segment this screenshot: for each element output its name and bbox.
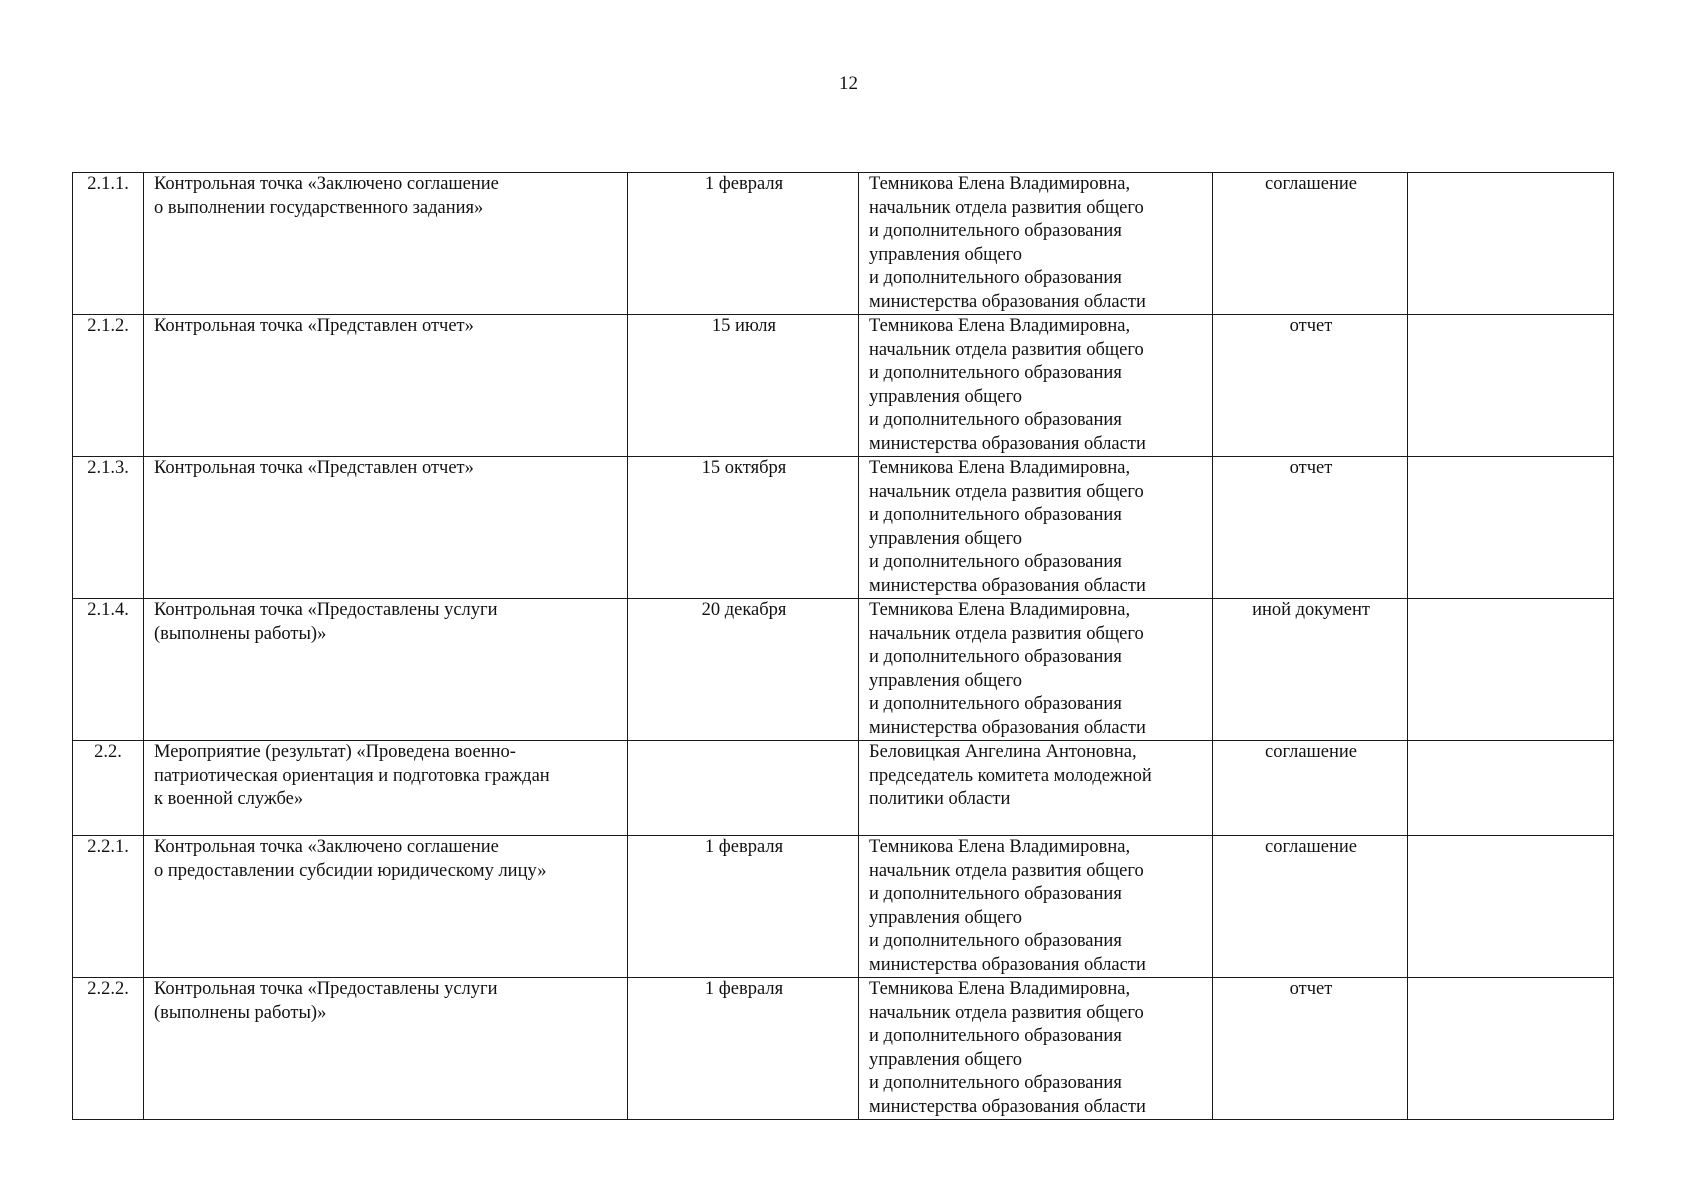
responsible-line: управления общего bbox=[869, 1049, 1022, 1070]
responsible-line: начальник отдела развития общего bbox=[869, 197, 1144, 218]
row-number-cell: 2.2. bbox=[73, 741, 144, 836]
table-row bbox=[73, 457, 1614, 599]
responsible-line: управления общего bbox=[869, 670, 1022, 691]
deadline-cell: 15 октября bbox=[628, 457, 859, 599]
deadline-cell: 1 февраля bbox=[628, 173, 859, 315]
responsible-line: министерства образования области bbox=[869, 433, 1146, 454]
plan-table-body bbox=[73, 173, 1614, 1120]
empty-cell bbox=[1408, 978, 1614, 1120]
row-number-cell: 2.2.1. bbox=[73, 836, 144, 978]
responsible-line: Темникова Елена Владимировна, bbox=[869, 458, 1131, 478]
event-name-line: Контрольная точка «Представлен отчет» bbox=[154, 458, 474, 478]
event-name-line: Контрольная точка «Предоставлены услуги bbox=[154, 600, 498, 620]
responsible-line: управления общего bbox=[869, 386, 1022, 407]
responsible-line: и дополнительного образования bbox=[869, 931, 1122, 951]
responsible-line: председатель комитета молодежной bbox=[869, 765, 1152, 786]
responsible-line: Темникова Елена Владимировна, bbox=[869, 837, 1131, 857]
event-name-line: о выполнении государственного задания» bbox=[154, 197, 484, 218]
empty-cell bbox=[1408, 173, 1614, 315]
row-number-cell: 2.1.1. bbox=[73, 173, 144, 315]
deadline-cell bbox=[628, 741, 859, 836]
responsible-cell bbox=[859, 315, 1213, 457]
responsible-line: министерства образования области bbox=[869, 717, 1146, 738]
responsible-cell bbox=[859, 978, 1213, 1120]
responsible-line: Темникова Елена Владимировна, bbox=[869, 979, 1131, 999]
empty-cell bbox=[1408, 836, 1614, 978]
responsible-line: и дополнительного образования bbox=[869, 552, 1122, 572]
responsible-cell bbox=[859, 457, 1213, 599]
deadline-cell: 15 июля bbox=[628, 315, 859, 457]
event-name-line: (выполнены работы)» bbox=[154, 1002, 327, 1023]
responsible-line: начальник отдела развития общего bbox=[869, 623, 1144, 644]
responsible-line: и дополнительного образования bbox=[869, 1073, 1122, 1093]
responsible-line: управления общего bbox=[869, 244, 1022, 265]
event-name-line: Контрольная точка «Представлен отчет» bbox=[154, 316, 474, 336]
responsible-line: политики области bbox=[869, 789, 1011, 809]
event-name-cell bbox=[144, 173, 628, 315]
responsible-line: Беловицкая Ангелина Антоновна, bbox=[869, 742, 1137, 762]
event-name-line: Мероприятие (результат) «Проведена военно- bbox=[154, 742, 516, 762]
empty-cell bbox=[1408, 741, 1614, 836]
document-type-cell: иной документ bbox=[1213, 599, 1408, 741]
event-name-cell bbox=[144, 457, 628, 599]
event-name-line: Контрольная точка «Заключено соглашение bbox=[154, 174, 499, 194]
plan-table bbox=[72, 172, 1614, 1120]
responsible-line: министерства образования области bbox=[869, 1096, 1146, 1117]
deadline-cell: 1 февраля bbox=[628, 836, 859, 978]
responsible-line: и дополнительного образования bbox=[869, 363, 1122, 383]
document-type-cell: соглашение bbox=[1213, 173, 1408, 315]
event-name-cell bbox=[144, 315, 628, 457]
table-row bbox=[73, 836, 1614, 978]
document-type-cell: отчет bbox=[1213, 978, 1408, 1120]
responsible-line: и дополнительного образования bbox=[869, 647, 1122, 667]
row-number-cell: 2.2.2. bbox=[73, 978, 144, 1120]
responsible-line: Темникова Елена Владимировна, bbox=[869, 174, 1131, 194]
responsible-cell bbox=[859, 599, 1213, 741]
table-row bbox=[73, 741, 1614, 836]
event-name-line: Контрольная точка «Заключено соглашение bbox=[154, 837, 499, 857]
responsible-line: и дополнительного образования bbox=[869, 221, 1122, 241]
row-number-cell: 2.1.4. bbox=[73, 599, 144, 741]
document-type-cell: отчет bbox=[1213, 315, 1408, 457]
responsible-line: начальник отдела развития общего bbox=[869, 481, 1144, 502]
responsible-cell bbox=[859, 741, 1213, 836]
page-number: 12 bbox=[839, 73, 858, 94]
responsible-line: начальник отдела развития общего bbox=[869, 339, 1144, 360]
responsible-line: начальник отдела развития общего bbox=[869, 1002, 1144, 1023]
responsible-line: и дополнительного образования bbox=[869, 884, 1122, 904]
responsible-line: Темникова Елена Владимировна, bbox=[869, 600, 1131, 620]
table-row bbox=[73, 173, 1614, 315]
responsible-line: министерства образования области bbox=[869, 954, 1146, 975]
responsible-line: и дополнительного образования bbox=[869, 410, 1122, 430]
event-name-line: о предоставлении субсидии юридическому лицу» bbox=[154, 860, 547, 881]
responsible-line: управления общего bbox=[869, 528, 1022, 549]
empty-cell bbox=[1408, 457, 1614, 599]
document-type-cell: соглашение bbox=[1213, 836, 1408, 978]
deadline-cell: 1 февраля bbox=[628, 978, 859, 1120]
event-name-line: патриотическая ориентация и подготовка граждан bbox=[154, 765, 550, 786]
empty-cell bbox=[1408, 315, 1614, 457]
responsible-cell bbox=[859, 173, 1213, 315]
responsible-line: министерства образования области bbox=[869, 575, 1146, 596]
event-name-line: Контрольная точка «Предоставлены услуги bbox=[154, 979, 498, 999]
responsible-cell bbox=[859, 836, 1213, 978]
document-type-cell: соглашение bbox=[1213, 741, 1408, 836]
table-row bbox=[73, 315, 1614, 457]
table-row bbox=[73, 978, 1614, 1120]
deadline-cell: 20 декабря bbox=[628, 599, 859, 741]
responsible-line: начальник отдела развития общего bbox=[869, 860, 1144, 881]
event-name-line: (выполнены работы)» bbox=[154, 623, 327, 644]
responsible-line: управления общего bbox=[869, 907, 1022, 928]
row-number-cell: 2.1.3. bbox=[73, 457, 144, 599]
row-number-cell: 2.1.2. bbox=[73, 315, 144, 457]
event-name-cell bbox=[144, 836, 628, 978]
event-name-line: к военной службе» bbox=[154, 789, 304, 809]
responsible-line: и дополнительного образования bbox=[869, 268, 1122, 288]
responsible-line: министерства образования области bbox=[869, 291, 1146, 312]
responsible-line: и дополнительного образования bbox=[869, 694, 1122, 714]
table-row bbox=[73, 599, 1614, 741]
event-name-cell bbox=[144, 741, 628, 836]
document-type-cell: отчет bbox=[1213, 457, 1408, 599]
responsible-line: и дополнительного образования bbox=[869, 1026, 1122, 1046]
responsible-line: Темникова Елена Владимировна, bbox=[869, 316, 1131, 336]
responsible-line: и дополнительного образования bbox=[869, 505, 1122, 525]
event-name-cell bbox=[144, 599, 628, 741]
event-name-cell bbox=[144, 978, 628, 1120]
empty-cell bbox=[1408, 599, 1614, 741]
